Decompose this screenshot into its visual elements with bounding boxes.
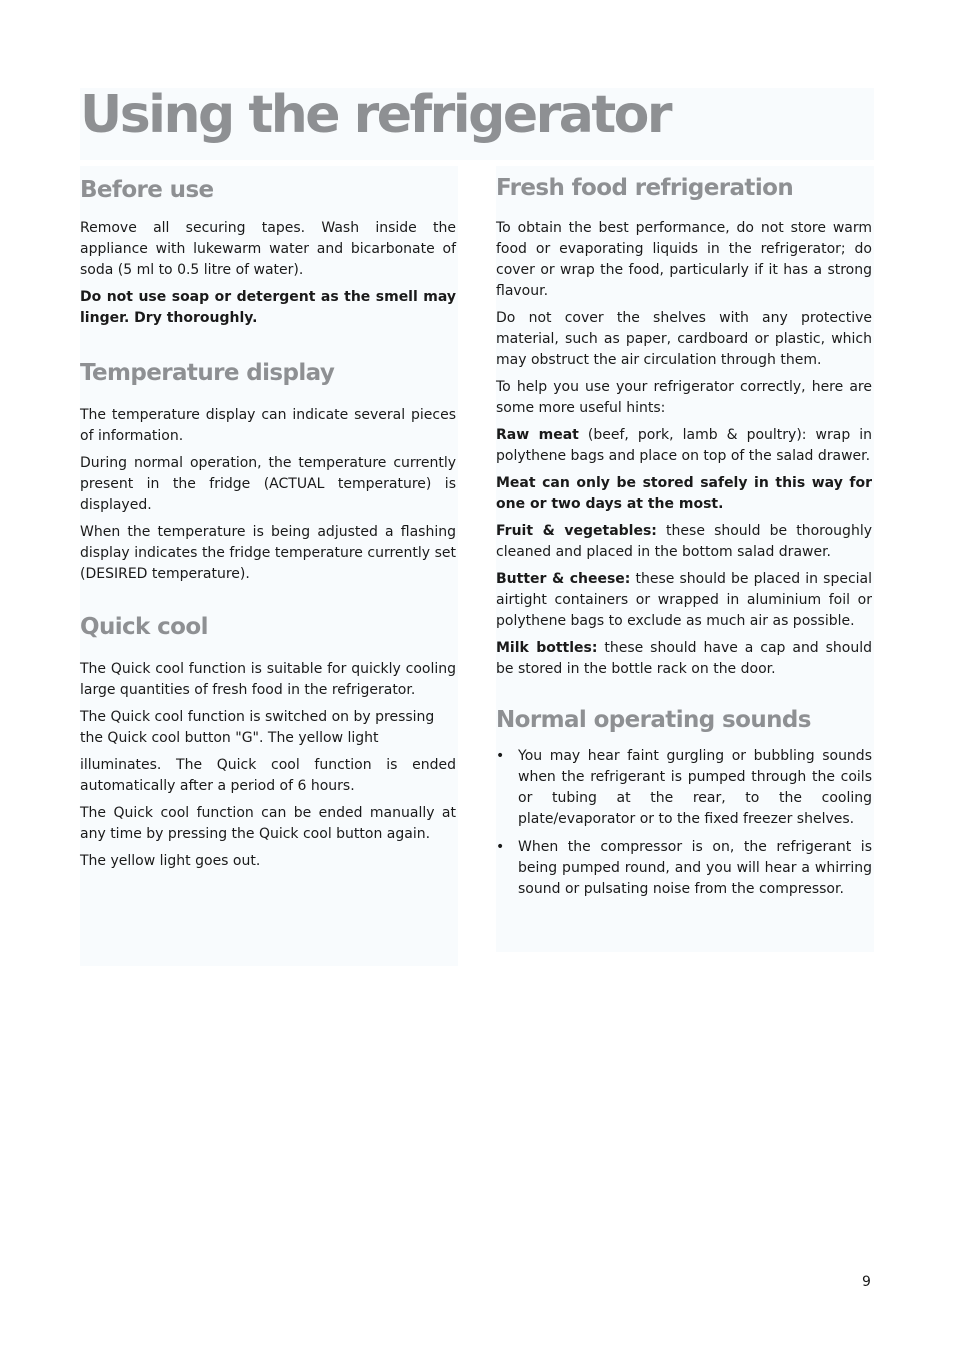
raw-meat-hint: [496, 425, 872, 467]
heading-normal-sounds: Normal operating sounds: [496, 707, 811, 733]
right-column: [496, 166, 874, 952]
heading-fresh-food: Fresh food refrigeration: [496, 175, 794, 201]
before-use-paragraph: Remove all securing tapes. Wash inside the appliance with lukewarm water and bicarbonate of soda (5 ml to 0.5 litre of water).: [80, 220, 456, 278]
milk-label: Milk bottles:: [496, 640, 598, 656]
quick-cool-p1: The Quick cool function is suitable for quickly cooling large quantities of fresh food in the refrigerator.: [80, 661, 456, 698]
fruit-hint: [496, 521, 872, 563]
raw-meat-text: (beef, pork, lamb & poultry): wrap in polythene bags and place on top of the salad drawer.: [496, 427, 873, 464]
milk-hint: [496, 638, 872, 680]
butter-hint: [496, 569, 872, 632]
butter-text: these should be placed in special airtight containers or wrapped in aluminium foil or polythene bags to exclude as much air as possible.: [496, 571, 872, 629]
page-number: 9: [862, 1274, 871, 1290]
temperature-display-p3: When the temperature is being adjusted a flashing display indicates the fridge temperature currently set (DESIRED temperature).: [80, 524, 456, 582]
temperature-display-p2: During normal operation, the temperature currently present in the fridge (ACTUAL temperature) is displayed.: [80, 455, 456, 513]
heading-before-use: Before use: [80, 177, 214, 203]
list-item: [496, 837, 872, 900]
page-title: Using the refrigerator: [80, 85, 671, 145]
list-item: [496, 746, 872, 830]
quick-cool-p3: illuminates. The Quick cool function is ended automatically after a period of 6 hours.: [80, 757, 456, 794]
fresh-food-p2: Do not cover the shelves with any protective material, such as paper, cardboard or plastic, which may obstruct the air circulation through them.: [496, 310, 872, 368]
butter-label: Butter & cheese:: [496, 571, 631, 587]
list-item-text: You may hear faint gurgling or bubbling sounds when the refrigerant is pumped through the coils or tubing at the rear, to the cooling plate/evaporator or to the fixed freezer shelves.: [518, 748, 872, 827]
quick-cool-p2: The Quick cool function is switched on by pressing the Quick cool button "G". The yellow light: [80, 709, 435, 746]
bullet-icon: •: [496, 839, 505, 855]
heading-quick-cool: Quick cool: [80, 614, 208, 640]
fresh-food-p3: To help you use your refrigerator correctly, here are some more useful hints:: [496, 379, 872, 416]
left-column: [80, 166, 458, 966]
before-use-warning: Do not use soap or detergent as the smell may linger. Dry thoroughly.: [80, 289, 456, 326]
raw-meat-label: Raw meat: [496, 427, 579, 443]
milk-text: these should have a cap and should be stored in the bottle rack on the door.: [496, 640, 873, 677]
fruit-text: these should be thoroughly cleaned and placed in the bottom salad drawer.: [496, 523, 872, 560]
sounds-list: [496, 746, 872, 900]
fresh-food-p1: To obtain the best performance, do not store warm food or evaporating liquids in the refrigerator; do cover or wrap the food, particularly if it has a strong flavour.: [496, 220, 872, 299]
list-item-text: When the compressor is on, the refrigerant is being pumped round, and you will hear a whirring sound or pulsating noise from the compressor.: [518, 839, 872, 897]
meat-warning: Meat can only be stored safely in this way for one or two days at the most.: [496, 475, 872, 512]
quick-cool-p4: The Quick cool function can be ended manually at any time by pressing the Quick cool button again.: [80, 805, 456, 842]
quick-cool-p5: The yellow light goes out.: [80, 853, 261, 869]
bullet-icon: •: [496, 748, 505, 764]
temperature-display-p1: The temperature display can indicate several pieces of information.: [80, 407, 456, 444]
fruit-label: Fruit & vegetables:: [496, 523, 657, 539]
heading-temperature-display: Temperature display: [80, 360, 335, 386]
